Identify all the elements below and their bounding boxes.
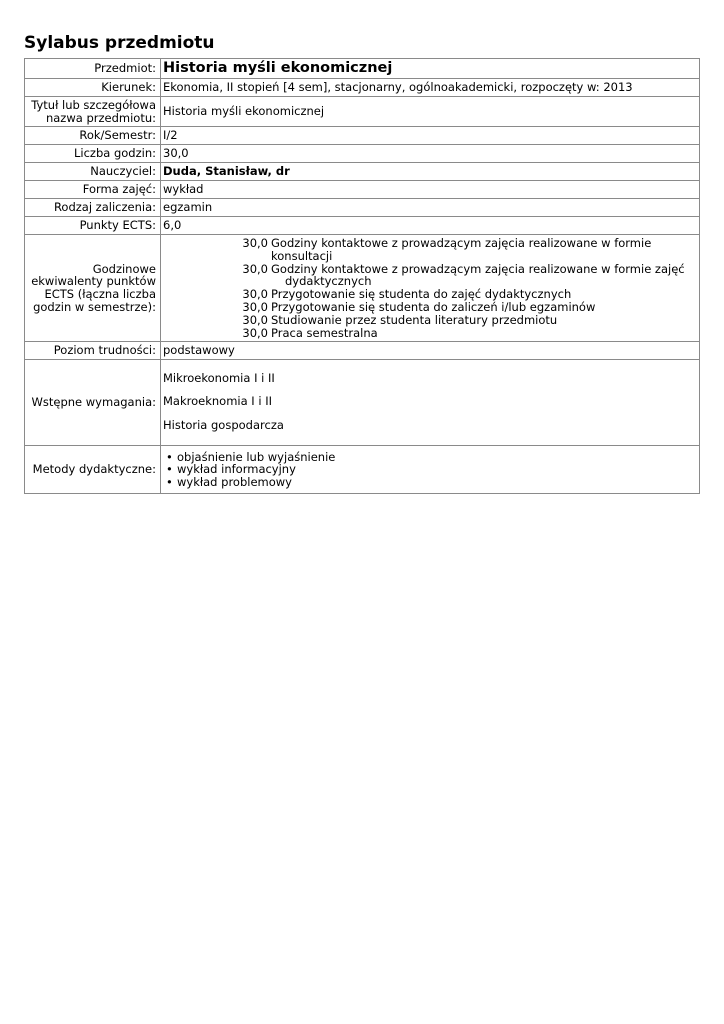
row-metody (25, 446, 700, 494)
row-poziom (25, 342, 700, 360)
value-przedmiot (161, 59, 700, 79)
ects-hours-value: 30,0 (242, 325, 268, 340)
ects-hours-desc: Przygotowanie się studenta do zajęć dydaktycznych (271, 287, 572, 302)
value-poziom: podstawowy (161, 342, 700, 360)
value-rok: I/2 (161, 127, 700, 145)
course-name: Historia myśli ekonomicznej (163, 60, 393, 76)
row-ekwiwalenty (25, 235, 700, 342)
value-godziny: 30,0 (161, 145, 700, 163)
requirements-list (163, 364, 696, 442)
label-forma: Forma zajęć: (25, 181, 161, 199)
ects-hours-desc: Studiowanie przez studenta literatury przedmiotu (271, 312, 558, 327)
ects-hours-desc-line: Godziny kontaktowe z prowadzącym zajęcia realizowane w formie zajęć (271, 261, 685, 276)
row-wymagania (25, 360, 700, 446)
ects-hours-value: 30,0 (242, 236, 268, 250)
value-wymagania (161, 360, 700, 446)
requirement-item: Makroeknomia I i II (163, 394, 272, 409)
method-item: • objaśnienie lub wyjaśnienie (163, 451, 696, 464)
ects-hours-value: 30,0 (242, 287, 268, 302)
label-przedmiot: Przedmiot: (25, 59, 161, 79)
label-ects: Punkty ECTS: (25, 217, 161, 235)
ects-hours-desc: Praca semestralna (271, 325, 378, 340)
value-forma: wykład (161, 181, 700, 199)
ects-hours-item (163, 237, 696, 263)
label-nauczyciel: Nauczyciel: (25, 163, 161, 181)
ects-hours-item (163, 301, 696, 314)
row-ects (25, 217, 700, 235)
label-wymagania: Wstępne wymagania: (25, 360, 161, 446)
requirement-item: Mikroekonomia I i II (163, 370, 275, 385)
ects-hours-desc: Godziny kontaktowe z prowadzącym zajęcia realizowane w formie konsultacji (271, 236, 652, 263)
label-ekwiwalenty: Godzinowe ekwiwalenty punktów ECTS (łączna liczba godzin w semestrze): (25, 235, 161, 342)
method-item: • wykład problemowy (163, 476, 696, 489)
method-item: • wykład informacyjny (163, 463, 696, 476)
value-ekwiwalenty (161, 235, 700, 342)
row-zaliczenie (25, 199, 700, 217)
ects-hours-item (163, 327, 696, 340)
ects-hours-desc: Przygotowanie się studenta do zaliczeń i/lub egzaminów (271, 299, 596, 314)
ects-hours-value: 30,0 (242, 299, 268, 314)
row-rok (25, 127, 700, 145)
label-zaliczenie: Rodzaj zaliczenia: (25, 199, 161, 217)
label-godziny: Liczba godzin: (25, 145, 161, 163)
label-metody: Metody dydaktyczne: (25, 446, 161, 494)
label-poziom: Poziom trudności: (25, 342, 161, 360)
ects-hours-desc-continuation: dydaktycznych (285, 274, 372, 289)
value-kierunek: Ekonomia, II stopień [4 sem], stacjonarny, ogólnoakademicki, rozpoczęty w: 2013 (161, 79, 700, 97)
label-rok: Rok/Semestr: (25, 127, 161, 145)
row-nauczyciel (25, 163, 700, 181)
ects-hours-value: 30,0 (242, 261, 268, 276)
ects-hours-item (163, 314, 696, 327)
value-tytul: Historia myśli ekonomicznej (161, 97, 700, 127)
value-nauczyciel (161, 163, 700, 181)
row-forma (25, 181, 700, 199)
row-godziny (25, 145, 700, 163)
ects-hours-item (163, 263, 696, 289)
label-kierunek: Kierunek: (25, 79, 161, 97)
row-tytul (25, 97, 700, 127)
ects-hours-list (163, 237, 696, 339)
page-title: Sylabus przedmiotu (24, 33, 215, 53)
methods-list (163, 451, 696, 489)
label-tytul: Tytuł lub szczegółowa nazwa przedmiotu: (25, 97, 161, 127)
row-kierunek (25, 79, 700, 97)
syllabus-table (24, 58, 700, 494)
ects-hours-desc (271, 263, 696, 289)
row-przedmiot (25, 59, 700, 79)
ects-hours-value: 30,0 (242, 312, 268, 327)
value-ects: 6,0 (161, 217, 700, 235)
value-metody (161, 446, 700, 494)
requirement-item: Historia gospodarcza (163, 418, 284, 433)
value-zaliczenie: egzamin (161, 199, 700, 217)
teacher-name: Duda, Stanisław, dr (163, 164, 290, 179)
